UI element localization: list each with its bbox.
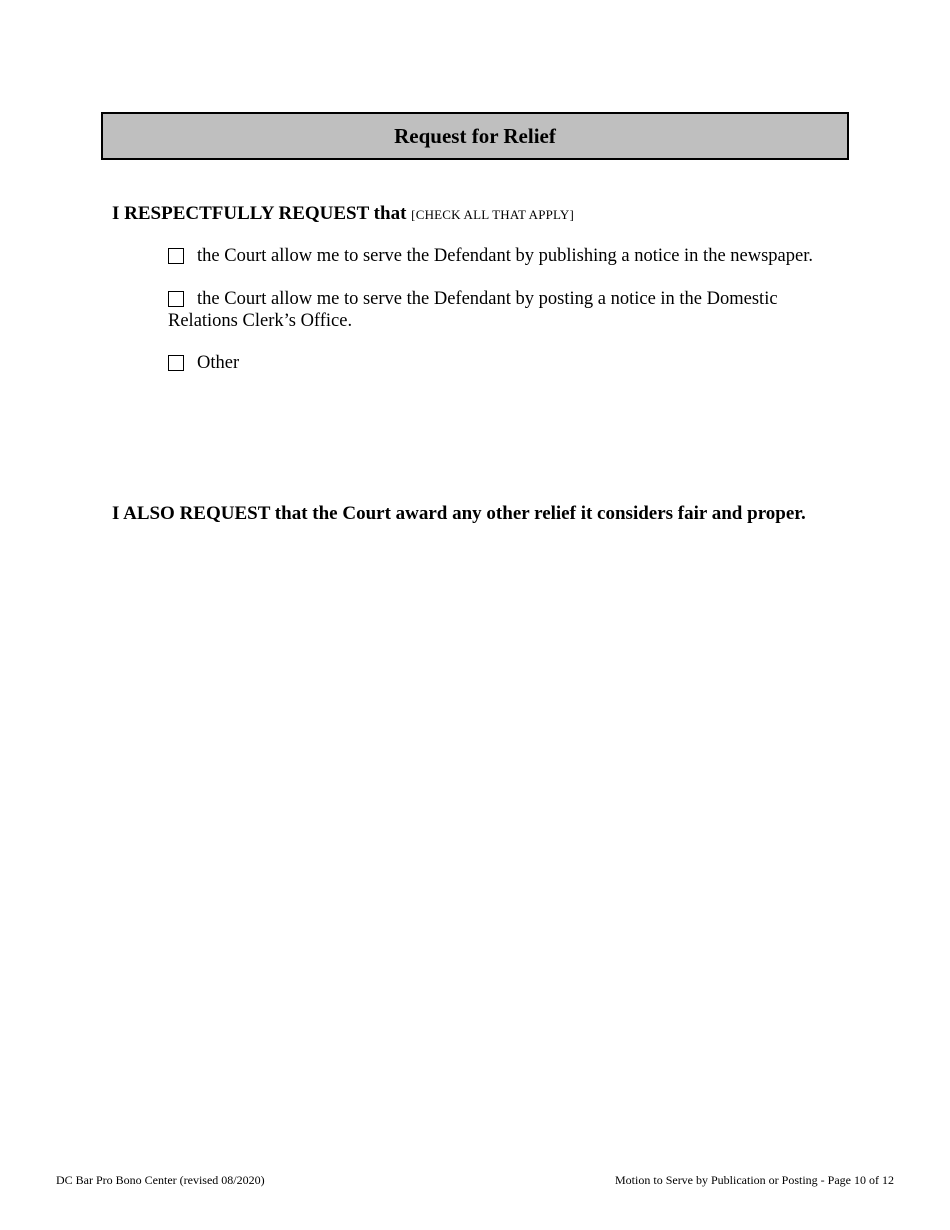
option-other [168, 352, 848, 374]
publish-newspaper-checkbox[interactable] [168, 248, 184, 264]
option-label: Other [197, 353, 240, 373]
section-title-box [101, 112, 849, 160]
footer-left: DC Bar Pro Bono Center (revised 08/2020) [56, 1173, 265, 1187]
request-lead: I RESPECTFULLY REQUEST that [112, 203, 407, 224]
request-intro [112, 201, 574, 228]
request-instruction: [CHECK ALL THAT APPLY] [411, 207, 575, 222]
option-label: the Court allow me to serve the Defendant by posting a notice in the Domestic Relations Clerk’s Office. [168, 289, 778, 331]
option-label: the Court allow me to serve the Defendant by publishing a notice in the newspaper. [197, 246, 813, 266]
also-request-statement: I ALSO REQUEST that the Court award any other relief it considers fair and proper. [112, 503, 806, 524]
other-checkbox[interactable] [168, 355, 184, 371]
option-post-clerk-office [168, 288, 848, 332]
post-clerk-office-checkbox[interactable] [168, 291, 184, 307]
option-publish-newspaper [168, 245, 848, 267]
section-title: Request for Relief [394, 123, 556, 148]
footer-right: Motion to Serve by Publication or Posting - Page 10 of 12 [615, 1173, 894, 1187]
